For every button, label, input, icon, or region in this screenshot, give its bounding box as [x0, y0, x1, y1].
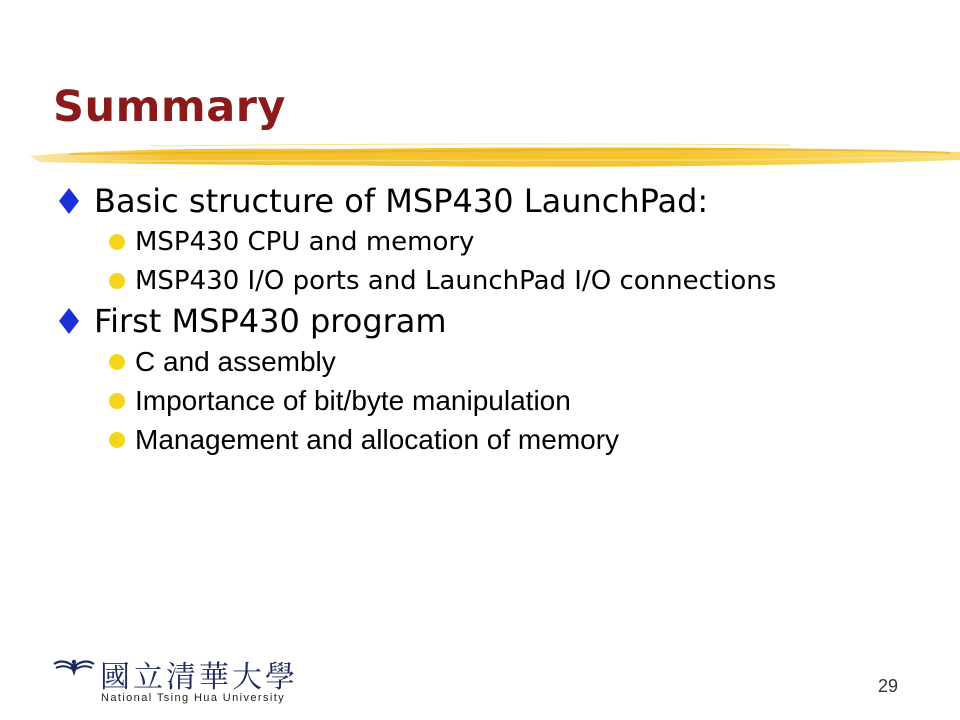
- bullet-text: MSP430 CPU and memory: [135, 226, 475, 257]
- university-logo: [52, 654, 298, 708]
- circle-bullet-icon: [109, 393, 125, 409]
- bullet-level1: [56, 180, 936, 222]
- bullet-level2: [109, 261, 936, 300]
- bullet-level2: [109, 420, 936, 459]
- circle-bullet-icon: [109, 432, 125, 448]
- slide-title: Summary: [53, 82, 286, 132]
- circle-bullet-icon: [109, 234, 125, 250]
- page-number: 29: [877, 676, 898, 696]
- diamond-bullet-icon: [56, 185, 82, 217]
- bullet-text: C and assembly: [135, 345, 336, 377]
- logo-english-name: National Tsing Hua University: [101, 692, 286, 704]
- bullet-text: Importance of bit/byte manipulation: [135, 384, 571, 416]
- bullet-text: MSP430 I/O ports and LaunchPad I/O connections: [135, 265, 777, 296]
- bullet-text: Basic structure of MSP430 LaunchPad:: [94, 182, 709, 220]
- nthu-emblem-icon: [52, 656, 96, 680]
- bullet-list: [56, 180, 936, 459]
- bullet-level2: [109, 342, 936, 381]
- bullet-text: First MSP430 program: [94, 302, 447, 340]
- diamond-bullet-icon: [56, 305, 82, 337]
- bullet-text: Management and allocation of memory: [135, 423, 620, 455]
- bullet-level2: [109, 222, 936, 261]
- title-underline-brush-stroke: [30, 140, 960, 174]
- logo-chinese-name: 國立清華大學: [100, 660, 298, 695]
- circle-bullet-icon: [109, 273, 125, 289]
- circle-bullet-icon: [109, 354, 125, 370]
- bullet-level1: [56, 300, 936, 342]
- bullet-level2: [109, 381, 936, 420]
